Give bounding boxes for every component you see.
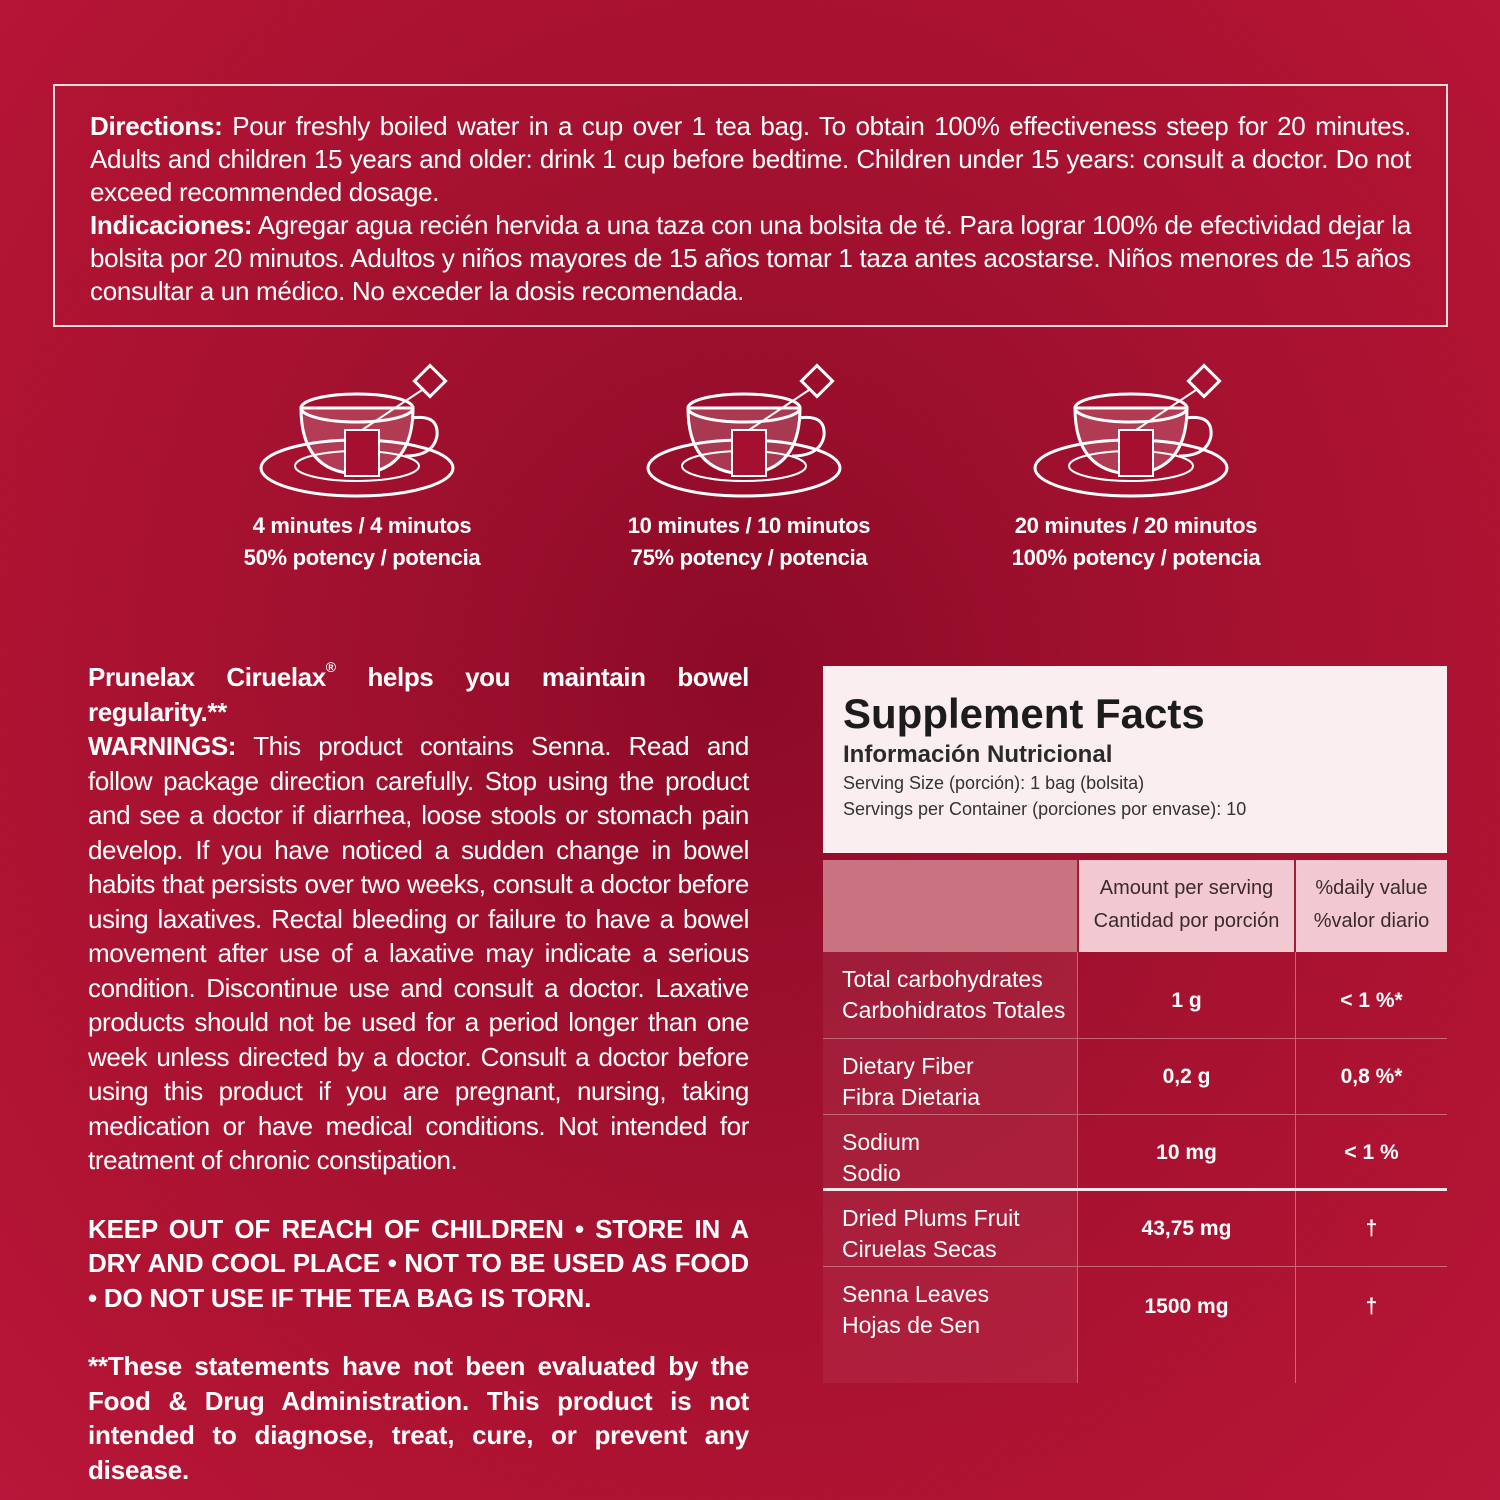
nutrient-name [823, 1115, 1077, 1188]
directions-label: Directions: [90, 111, 223, 141]
facts-subtitle: Información Nutricional [843, 741, 1113, 768]
tea-cup-icon [257, 360, 467, 500]
nutrient-name [823, 1267, 1077, 1383]
nutrient-name [823, 1039, 1077, 1114]
steep-time: 4 minutes / 4 minutos [252, 513, 472, 538]
steep-caption [212, 510, 512, 574]
table-row [823, 1267, 1447, 1383]
nutrient-amount: 0,2 g [1077, 1039, 1296, 1114]
nutrient-dv: † [1365, 1295, 1378, 1318]
nutrient-amount: 43,75 mg [1077, 1191, 1296, 1266]
table-row [823, 1115, 1447, 1191]
warnings-text: This product contains Senna. Read and follow package direction carefully. Stop using the product and see a doctor if diarrhea, loose stools or stomach pain develop. If you have noticed a sudden change in bowel habits that persists over two weeks, consult a doctor before using laxatives. Rectal bleeding or failure to have a bowel movement after use of a laxative may indicate a serious condition. Discontinue use and consult a doctor. Laxative products should not be used for a period longer than one week unless directed by a doctor. Consult a doctor before using this product if you are pregnant, nursing, taking medication or have medical conditions. Not intended for treatment of chronic constipation. [88, 731, 749, 1175]
claim-text: helps you maintain bowel regularity.** [88, 662, 749, 727]
nutrient-name-es: Fibra Dietaria [842, 1084, 981, 1110]
table-row [823, 1191, 1447, 1267]
nutrient-amount: 10 mg [1077, 1115, 1296, 1188]
storage-notice: KEEP OUT OF REACH OF CHILDREN • STORE IN A DRY AND COOL PLACE • NOT TO BE USED AS FOOD • DO NOT USE IF THE TEA BAG IS TORN. [88, 1213, 749, 1313]
steep-potency: 50% potency / potencia [243, 545, 481, 570]
header-amount-en: Amount per serving [1099, 877, 1274, 899]
steep-step-2 [599, 360, 899, 574]
supplement-facts-panel [823, 666, 1447, 1384]
claim-brand: Prunelax Ciruelax [88, 662, 326, 692]
nutrient-name-en: Dried Plums Fruit [842, 1205, 1020, 1231]
nutrient-name [823, 952, 1077, 1038]
facts-title: Supplement Facts [843, 690, 1205, 737]
fda-disclaimer: **These statements have not been evaluated by the Food & Drug Administration. This product is not intended to diagnose, treat, cure, or prevent any disease. [88, 1351, 749, 1485]
nutrient-dv: 0,8 %* [1340, 1065, 1403, 1088]
steeping-guide [0, 360, 1500, 600]
supplement-facts-header [823, 666, 1447, 853]
tea-cup-icon [644, 360, 854, 500]
warnings-label: WARNINGS: [88, 731, 237, 761]
table-row [823, 952, 1447, 1039]
steep-step-3 [986, 360, 1286, 574]
nutrient-name-es: Hojas de Sen [842, 1312, 981, 1338]
header-dv-es: %valor diario [1313, 910, 1430, 932]
product-claim [88, 659, 749, 727]
header-dv [1296, 860, 1447, 952]
table-row [823, 1039, 1447, 1115]
nutrient-name-en: Dietary Fiber [842, 1053, 974, 1079]
directions-box [53, 84, 1448, 327]
nutrient-name [823, 1191, 1077, 1266]
facts-table-header [823, 860, 1447, 952]
nutrient-name-es: Sodio [842, 1160, 901, 1186]
nutrient-name-es: Ciruelas Secas [842, 1236, 997, 1262]
header-amount-es: Cantidad por porción [1093, 910, 1280, 932]
nutrient-dv: < 1 %* [1340, 989, 1403, 1012]
directions-en [90, 110, 1411, 209]
header-dv-en: %daily value [1315, 877, 1428, 899]
nutrient-name-es: Carbohidratos Totales [842, 997, 1066, 1023]
registered-mark: ® [325, 659, 336, 675]
serving-size: Serving Size (porción): 1 bag (bolsita) [843, 773, 1145, 793]
servings-per-container: Servings per Container (porciones por envase): 10 [843, 799, 1247, 819]
nutrient-amount: 1500 mg [1077, 1267, 1296, 1383]
steep-time: 20 minutes / 20 minutos [1014, 513, 1258, 538]
nutrient-amount: 1 g [1077, 952, 1296, 1038]
nutrient-name-en: Senna Leaves [842, 1281, 990, 1307]
facts-table [823, 860, 1447, 1384]
warnings-paragraph [88, 660, 749, 1178]
indicaciones-es [90, 209, 1411, 308]
steep-time: 10 minutes / 10 minutos [627, 513, 871, 538]
indicaciones-label: Indicaciones: [90, 210, 253, 240]
steep-caption [599, 510, 899, 574]
steep-potency: 75% potency / potencia [630, 545, 868, 570]
indicaciones-text: Agregar agua recién hervida a una taza con una bolsita de té. Para lograr 100% de efectividad dejar la bolsita por 20 minutos. Adultos y niños mayores de 15 años tomar 1 taza antes acostarse. Niños menores de 15 años consultar a un médico. No exceder la dosis recomendada. [90, 210, 1411, 306]
steep-potency: 100% potency / potencia [1011, 545, 1261, 570]
nutrient-dv: † [1365, 1217, 1378, 1240]
steep-caption [986, 510, 1286, 574]
directions-text: Pour freshly boiled water in a cup over 1 tea bag. To obtain 100% effectiveness steep for 20 minutes. Adults and children 15 years and older: drink 1 cup before bedtime. Children under 15 years: consult a doctor. Do not exceed recommended dosage. [90, 111, 1411, 207]
header-amount [1077, 860, 1296, 952]
steep-step-1 [212, 360, 512, 574]
nutrient-name-en: Sodium [842, 1129, 920, 1155]
header-blank [823, 860, 1077, 952]
tea-cup-icon [1031, 360, 1241, 500]
nutrient-dv: < 1 % [1344, 1141, 1399, 1164]
nutrient-name-en: Total carbohydrates [842, 966, 1043, 992]
warnings-column [88, 660, 749, 1500]
